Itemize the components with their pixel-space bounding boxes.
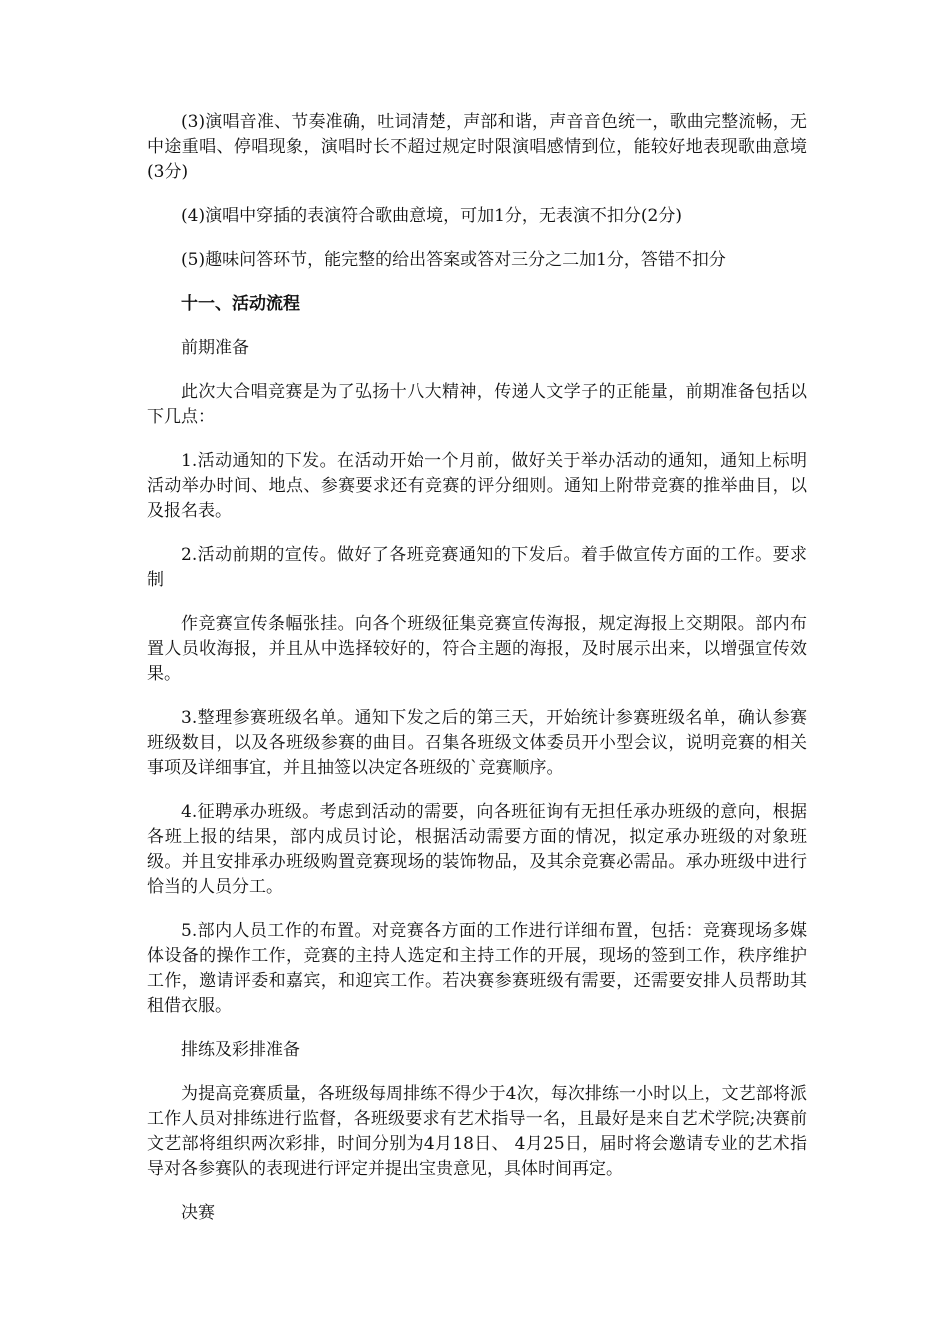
paragraph-step-1: 1.活动通知的下发。在活动开始一个月前，做好关于举办活动的通知，通知上标明活动举办时间、地点、参赛要求还有竞赛的评分细则。通知上附带竞赛的推举曲目，以及报名表。: [147, 451, 807, 521]
paragraph-rehearsal: 为提高竞赛质量，各班级每周排练不得少于4次，每次排练一小时以上，文艺部将派工作人员对排练进行监督，各班级要求有艺术指导一名，且最好是来自艺术学院;决赛前文艺部将组织两次彩排，时间分别为4月18日、 4月25日，届时将会邀请专业的艺术指导对各参赛队的表现进行评定并提出宝贵意见，具体时间再定。: [147, 1084, 807, 1179]
scoring-item-4: (4)演唱中穿插的表演符合歌曲意境，可加1分，无表演不扣分(2分): [181, 206, 682, 226]
subheading-rehearsal: 排练及彩排准备: [181, 1040, 300, 1060]
scoring-item-5: (5)趣味问答环节，能完整的给出答案或答对三分之二加1分，答错不扣分: [181, 250, 726, 270]
scoring-item-3: (3)演唱音准、节奏准确，吐词清楚，声部和谐，声音音色统一，歌曲完整流畅，无中途重唱、停唱现象，演唱时长不超过规定时限演唱感情到位，能较好地表现歌曲意境(3分): [147, 112, 807, 182]
section-heading-activity-flow: 十一、活动流程: [181, 294, 300, 314]
document-body: [147, 110, 807, 1245]
paragraph-step-2: 2.活动前期的宣传。做好了各班竞赛通知的下发后。着手做宣传方面的工作。要求制: [147, 545, 807, 590]
paragraph-step-3: 3.整理参赛班级名单。通知下发之后的第三天，开始统计参赛班级名单，确认参赛班级数目，以及各班级参赛的曲目。召集各班级文体委员开小型会议，说明竞赛的相关事项及详细事宜，并且抽签以决定各班级的`竞赛顺序。: [147, 708, 807, 778]
paragraph-preparation-intro: 此次大合唱竞赛是为了弘扬十八大精神，传递人文学子的正能量，前期准备包括以下几点：: [147, 382, 807, 427]
subheading-final: 决赛: [181, 1203, 215, 1223]
paragraph-step-5: 5.部内人员工作的布置。对竞赛各方面的工作进行详细布置，包括：竞赛现场多媒体设备的操作工作，竞赛的主持人选定和主持工作的开展，现场的签到工作，秩序维护工作，邀请评委和嘉宾，和迎宾工作。若决赛参赛班级有需要，还需要安排人员帮助其租借衣服。: [147, 921, 807, 1016]
paragraph-step-2-continued: 作竞赛宣传条幅张挂。向各个班级征集竞赛宣传海报，规定海报上交期限。部内布置人员收海报，并且从中选择较好的，符合主题的海报，及时展示出来，以增强宣传效果。: [147, 614, 807, 684]
paragraph-step-4: 4.征聘承办班级。考虑到活动的需要，向各班征询有无担任承办班级的意向，根据各班上报的结果，部内成员讨论，根据活动需要方面的情况，拟定承办班级的对象班级。并且安排承办班级购置竞赛现场的装饰物品，及其余竞赛必需品。承办班级中进行恰当的人员分工。: [147, 802, 807, 897]
subheading-preparation: 前期准备: [181, 338, 249, 358]
